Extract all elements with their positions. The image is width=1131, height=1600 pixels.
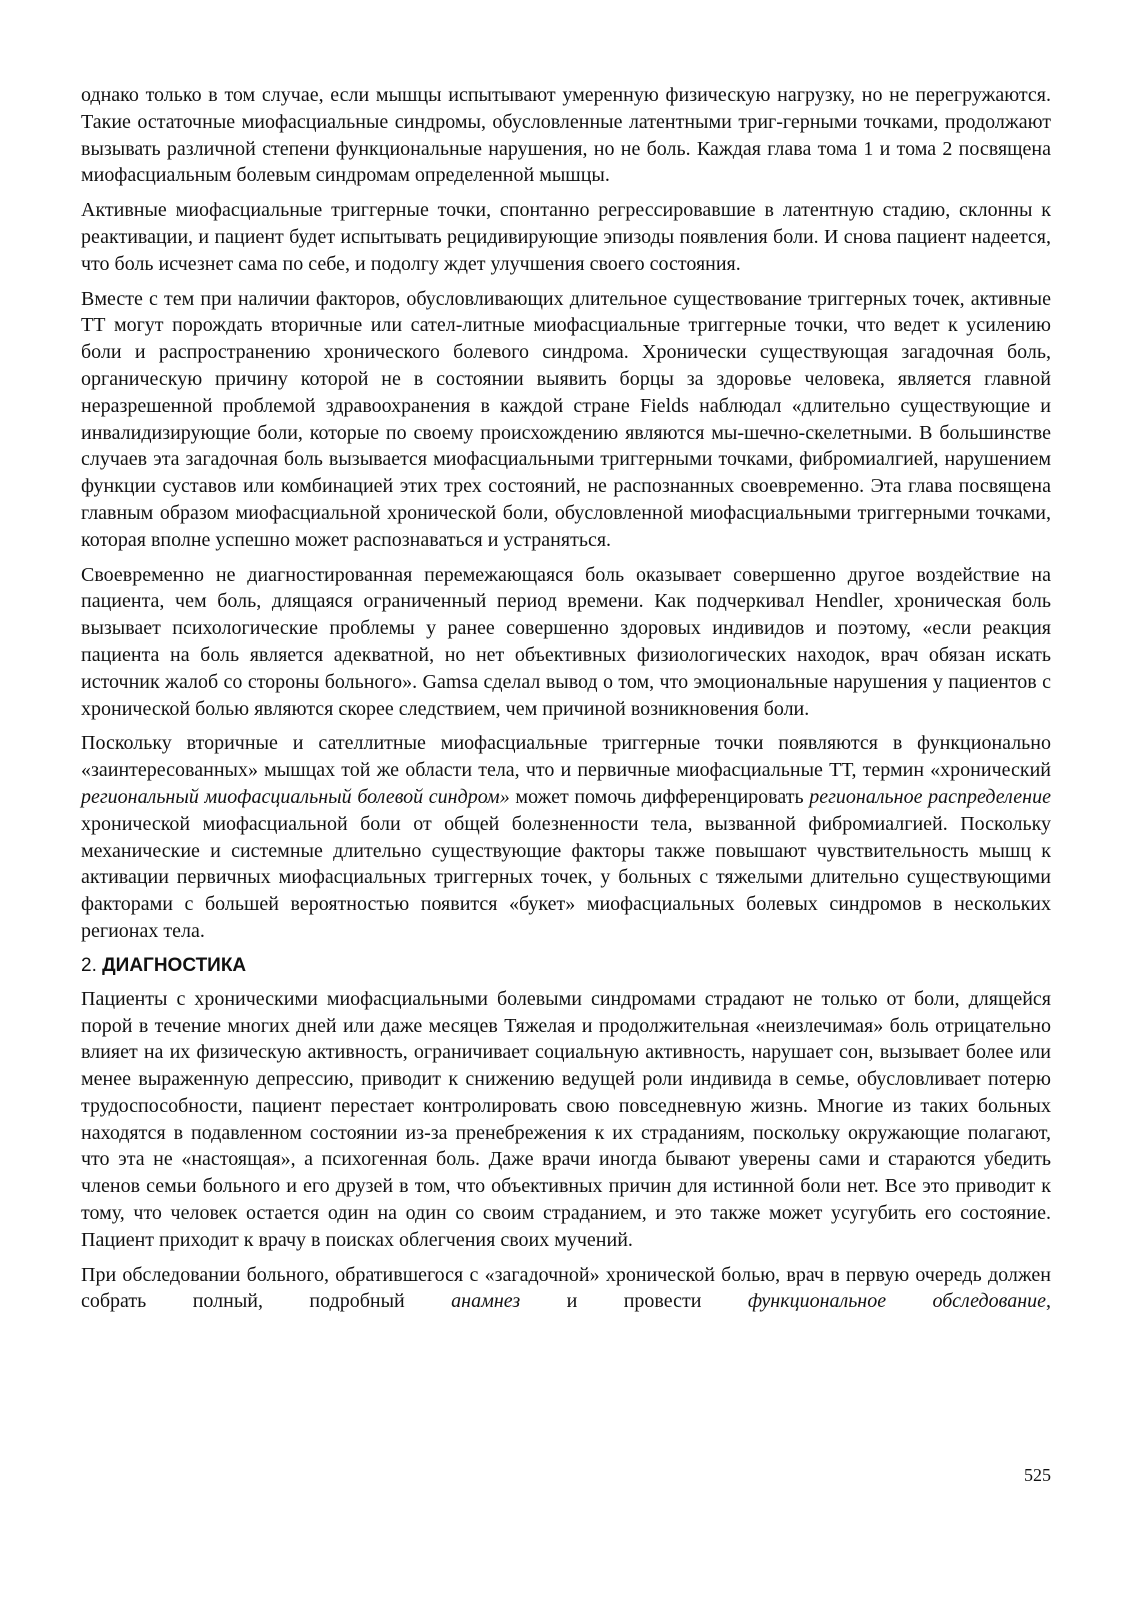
paragraph-7-text-2: и провести bbox=[520, 1290, 748, 1313]
paragraph-5-text-2: может помочь дифференцировать bbox=[509, 785, 810, 808]
section-heading bbox=[81, 953, 1051, 979]
page-number: 525 bbox=[1024, 1465, 1051, 1485]
paragraph-5-italic-1: региональный миофасциальный болевой синдром» bbox=[81, 785, 510, 808]
paragraph-5 bbox=[81, 730, 1051, 944]
paragraph-7-italic-2: функциональное обследование bbox=[747, 1290, 1046, 1313]
paragraph-1: однако только в том случае, если мышцы испытывают умеренную физическую нагрузку, но не перегружаются. Такие остаточные миофасциальные синдромы, обусловленные латентными триг-герными точками, продолжают вызывать различной степени функциональные нарушения, но не боль. Каждая глава тома 1 и тома 2 посвящена миофасциальным болевым синдромам определенной мышцы. bbox=[81, 84, 1051, 187]
paragraph-5-italic-2: региональное распределение bbox=[809, 785, 1051, 808]
section-number: 2. bbox=[81, 954, 97, 976]
paragraph-5-text-1: Поскольку вторичные и сателлитные миофасциальные триггерные точки появляются в функционально «заинтересованных» мышцах той же области тела, что и первичные миофасциальные ТТ, термин «хронический bbox=[81, 732, 1051, 782]
paragraph-4: Своевременно не диагностированная перемежающаяся боль оказывает совершенно другое воздействие на пациента, чем боль, длящаяся ограниченный период времени. Как подчеркивал Hendler, хроническая боль вызывает психологические проблемы у ранее совершенно здоровых индивидов и поэтому, «если реакция пациента на боль является адекватной, но нет объективных физиологических находок, врач обязан искать источник жалоб со стороны больного». Gamsa сделал вывод о том, что эмоциональные нарушения у пациентов с хронической болью являются скорее следствием, чем причиной возникновения боли. bbox=[81, 563, 1051, 720]
paragraph-6: Пациенты с хроническими миофасциальными болевыми синдромами страдают не только от боли, длящейся порой в течение многих дней или даже месяцев Тяжелая и продолжительная «неизлечимая» боль отрицательно влияет на их физическую активность, ограничивает социальную активность, нарушает сон, вызывает более или менее выраженную депрессию, приводит к снижению ведущей роли индивида в семье, обусловливает потерю трудоспособности, пациент перестает контролировать свою повседневную жизнь. Многие из таких больных находятся в подавленном состоянии из-за пренебрежения к их страданиям, поскольку окружающие полагают, что эта не «настоящая», а психогенная боль. Даже врачи иногда бывают уверены сами и стараются убедить членов семьи больного и его друзей в том, что объективных причин для истинной боли нет. Все это приводит к тому, что человек остается один на один со своим страданием, и это также может усугубить его состояние. Пациент приходит к врачу в поисках облегчения своих мучений. bbox=[81, 987, 1051, 1251]
paragraph-2: Активные миофасциальные триггерные точки, спонтанно регрессировавшие в латентную стадию, склонны к реактивации, и пациент будет испытывать рецидивирующие эпизоды появления боли. И снова пациент надеется, что боль исчезнет сама по себе, и подолгу ждет улучшения своего состояния. bbox=[81, 199, 1051, 275]
paragraph-7 bbox=[81, 1262, 1051, 1316]
paragraph-7-text-3: , bbox=[1046, 1290, 1051, 1313]
section-title: ДИАГНОСТИКА bbox=[102, 954, 247, 976]
paragraph-7-text-1: При обследовании больного, обратившегося с «загадочной» хронической болью, врач в первую очередь должен собрать полный, подробный bbox=[81, 1263, 1051, 1313]
paragraph-3: Вместе с тем при наличии факторов, обусловливающих длительное существование триггерных точек, активные ТТ могут порождать вторичные или сател-литные миофасциальные триггерные точки, что ведет к усилению боли и распространению хронического болевого синдрома. Хронически существующая загадочная боль, органическую причину которой не в состоянии выявить борцы за здоровье человека, является главной неразрешенной проблемой здравоохранения в каждой стране Fields наблюдал «длительно существующие и инвалидизирующие боли, которые по своему происхождению являются мы-шечно-скелетными. В большинстве случаев эта загадочная боль вызывается миофасциальными триггерными точками, фибромиалгией, нарушением функции суставов или комбинацией этих трех состояний, не распознанных своевременно. Эта глава посвящена главным образом миофасциальной хронической боли, обусловленной миофасциальными триггерными точками, которая вполне успешно может распознаваться и устраняться. bbox=[81, 287, 1051, 551]
paragraph-5-text-3: хронической миофасциальной боли от общей болезненности тела, вызванной фибромиалгией. Поскольку механические и системные длительно существующие факторы также повышают чувствительность мышц к активации первичных миофасциальных триггерных точек, у больных с тяжелыми длительно существующими факторами с большей вероятностью появится «букет» миофасциальных болевых синдромов в нескольких регионах тела. bbox=[81, 812, 1051, 942]
paragraph-7-italic-1: анамнез bbox=[451, 1290, 521, 1313]
